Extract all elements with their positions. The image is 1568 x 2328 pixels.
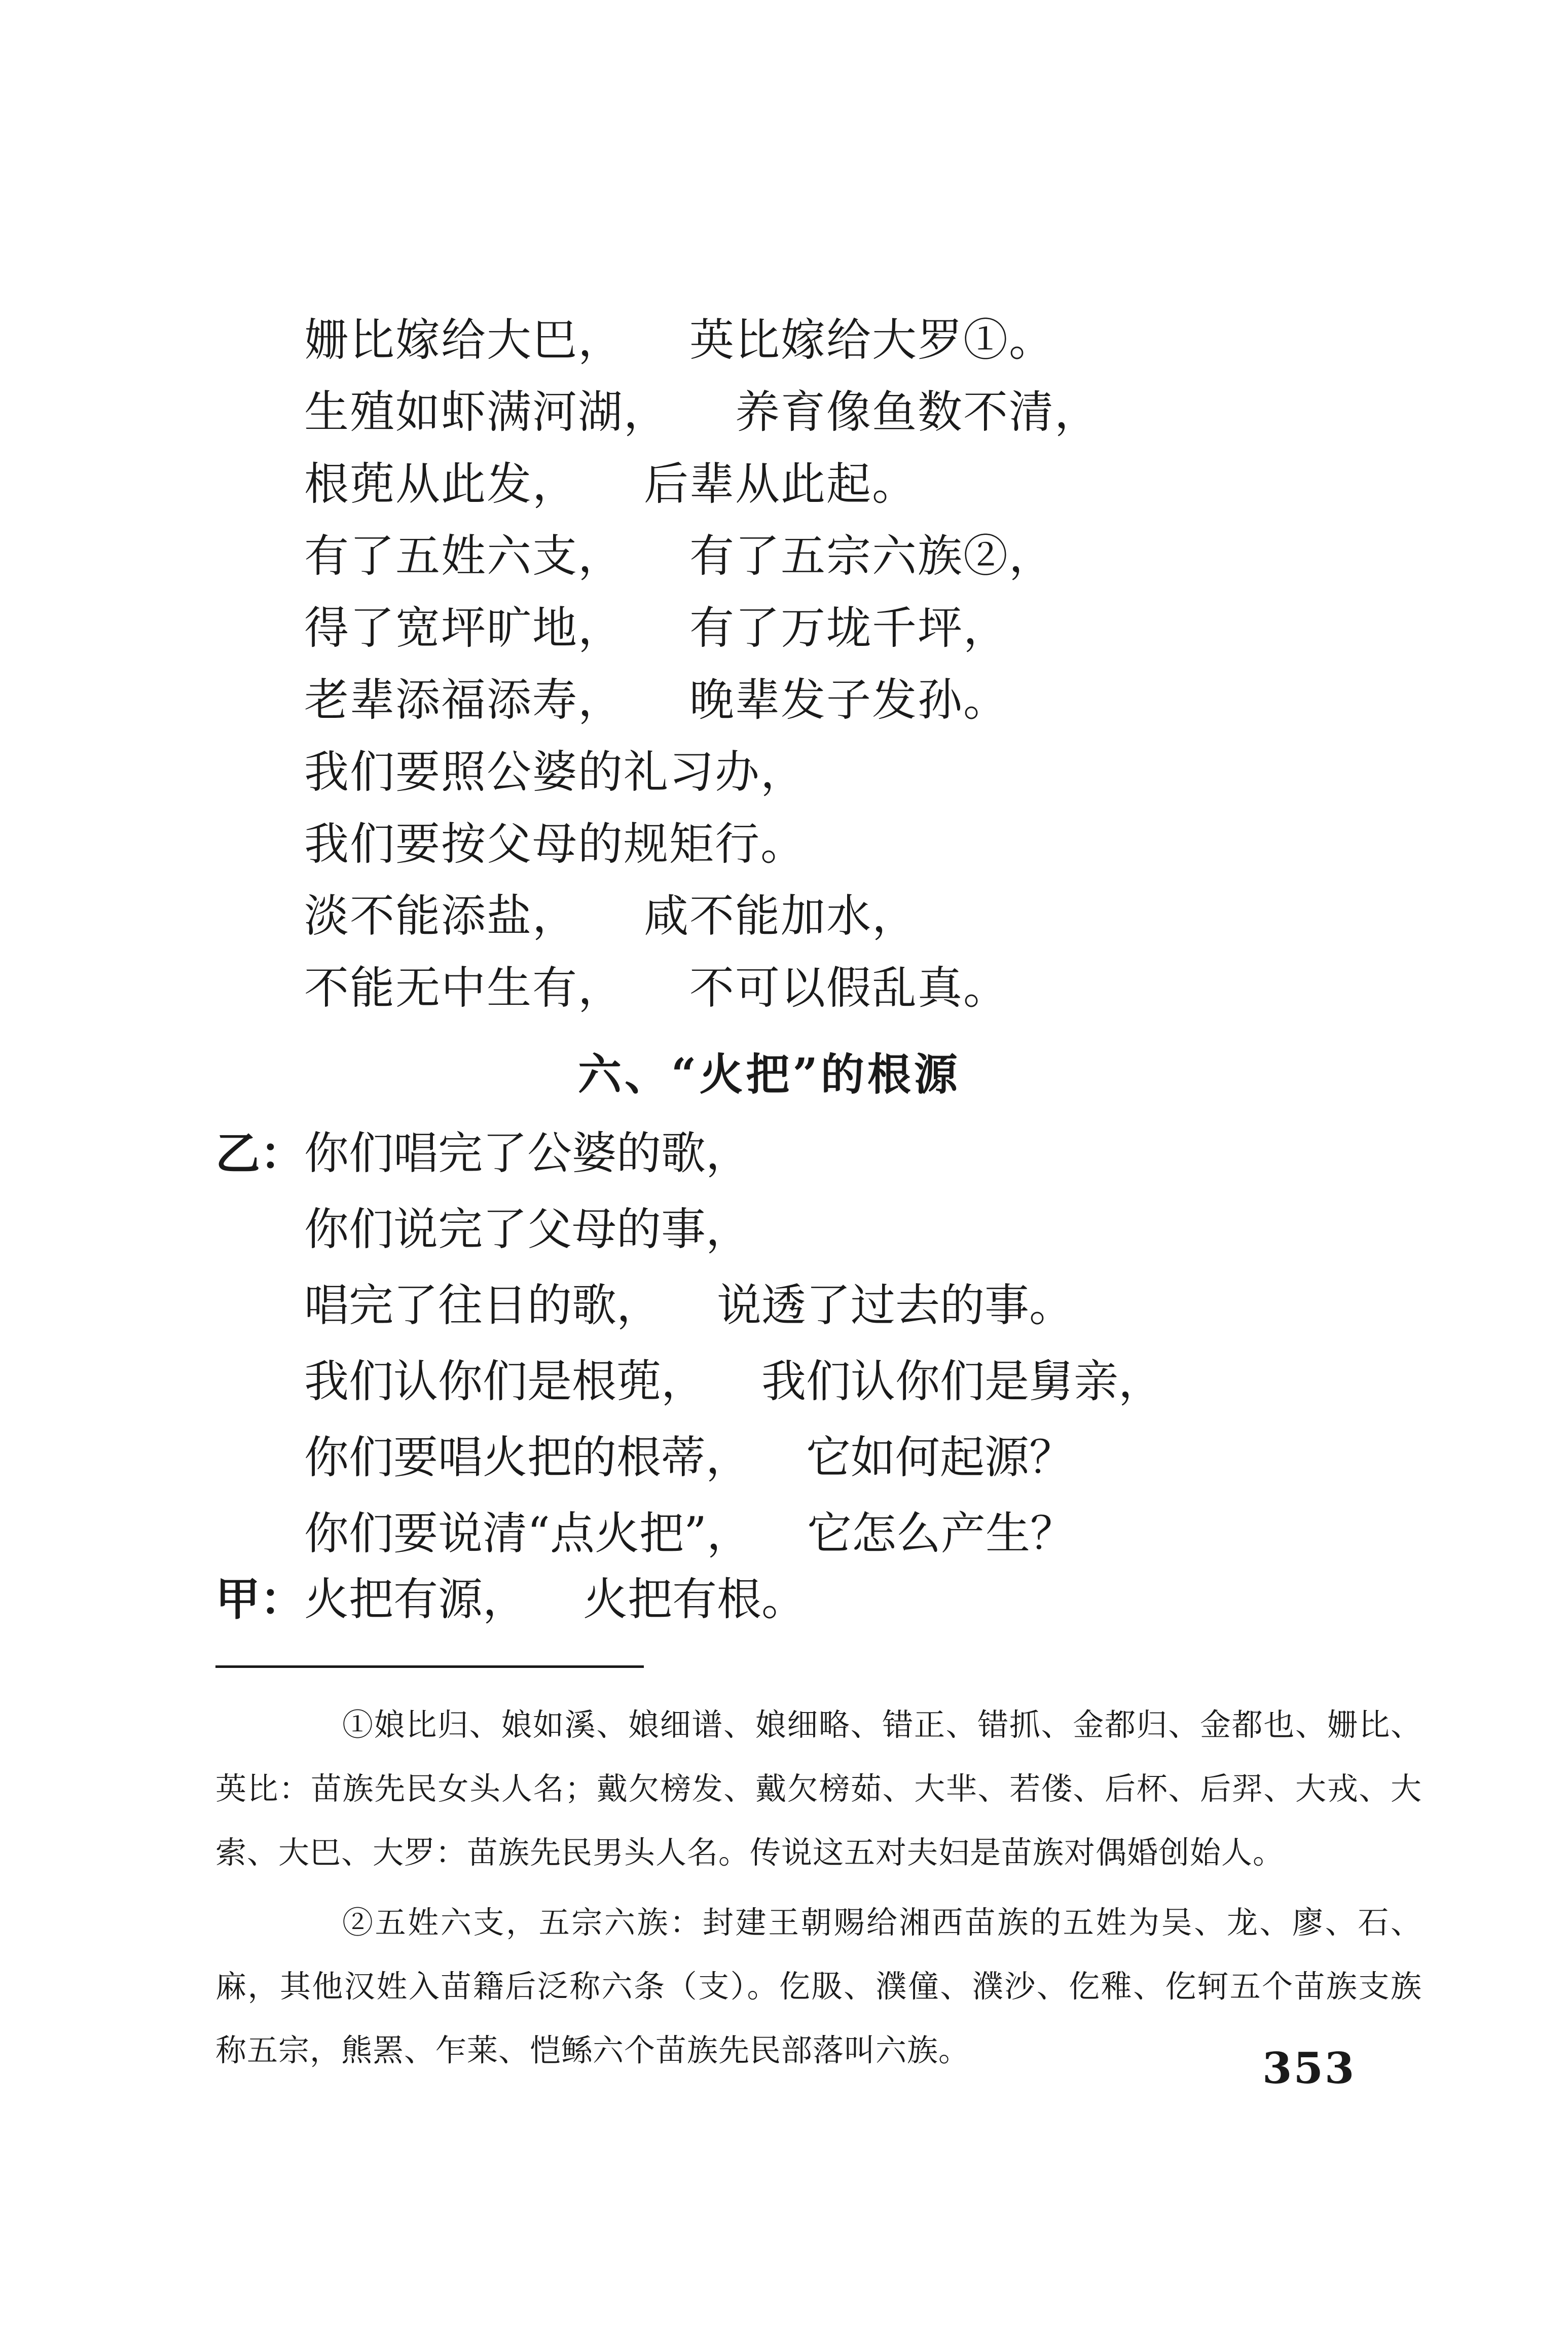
verse-line <box>304 520 1100 592</box>
footnote: ②五姓六支，五宗六族：封建王朝赐给湘西苗族的五姓为吴、龙、廖、石、麻，其他汉姓入苗籍后泛称六条（支）。仡䏜、濮僮、濮沙、仡䧽、仡轲五个苗族支族称五宗，熊罴、乍莱、恺鲧六个苗族先民部落叫六族。 <box>215 1905 1422 2068</box>
dialogue-half: 说透了过去的事。 <box>717 1279 1074 1331</box>
dialogue-half: 你们要说清“点火把”， <box>304 1507 751 1559</box>
dialogue-half: 我们认你们是舅亲， <box>761 1355 1163 1407</box>
dialogue-half: 它怎么产生？ <box>807 1507 1075 1559</box>
verse-line <box>304 448 1100 520</box>
footnotes <box>215 1693 1422 2089</box>
verse-half: 我们要按父母的规矩行。 <box>304 818 807 870</box>
verse-half: 生殖如虾满河湖， <box>304 386 670 438</box>
dialogue-half: 唱完了往日的歌， <box>304 1279 662 1331</box>
verse-half: 不可以假乱真。 <box>689 962 1009 1014</box>
verse-line <box>304 736 1100 808</box>
verse-half: 不能无中生有， <box>304 962 624 1014</box>
verse-line <box>304 376 1100 448</box>
footnote: ①娘比归、娘如溪、娘细谱、娘细略、错正、错抓、金都归、金都也、姗比、英比：苗族先民女头人名；戴欠榜发、戴欠榜茹、大芈、若偻、后杯、后羿、大戎、大索、大巴、大罗：苗族先民男头人名。传说这五对夫妇是苗族对偶婚创始人。 <box>215 1707 1422 1871</box>
dialogue-line <box>215 1343 1163 1420</box>
verse-half: 淡不能添盐， <box>304 890 578 942</box>
verse-half: 有了五宗六族②， <box>689 530 1055 582</box>
footnote-divider <box>215 1665 644 1668</box>
verse-line <box>304 664 1100 736</box>
verse-half: 老辈添福添寿， <box>304 674 624 726</box>
speaker-label: 甲： <box>215 1573 305 1625</box>
dialogue-half: 你们要唱火把的根蒂， <box>304 1431 751 1483</box>
dialogue-half: 火把有源， <box>304 1573 528 1625</box>
dialogue-half: 你们唱完了公婆的歌， <box>304 1127 751 1179</box>
dialogue-half: 你们说完了父母的事， <box>304 1203 751 1255</box>
verse-half: 晚辈发子发孙。 <box>689 674 1009 726</box>
dialogue-line <box>215 1191 1163 1267</box>
verse-half: 根蔸从此发， <box>304 458 578 510</box>
verse-half: 后辈从此起。 <box>644 458 918 510</box>
verse-line <box>304 952 1100 1024</box>
dialogue-line <box>215 1496 1163 1572</box>
verse-half: 有了五姓六支， <box>304 530 624 582</box>
dialogue-yi <box>215 1115 1163 1572</box>
dialogue-half: 我们认你们是根蔸， <box>304 1355 706 1407</box>
page-number: 353 <box>1262 2043 1356 2093</box>
verse-half: 英比嫁给大罗①。 <box>689 314 1055 366</box>
verse-half: 咸不能加水， <box>644 890 918 942</box>
section-heading: 六、“火把”的根源 <box>578 1049 961 1100</box>
dialogue-jia <box>215 1564 806 1628</box>
dialogue-line <box>215 1115 1163 1191</box>
verse-line <box>304 808 1100 880</box>
verse-block <box>304 304 1100 1024</box>
dialogue-half: 它如何起源？ <box>806 1431 1074 1483</box>
verse-line <box>304 880 1100 952</box>
dialogue-line <box>215 1420 1163 1496</box>
verse-half: 我们要照公婆的礼习办， <box>304 746 807 798</box>
dialogue-line <box>215 1267 1163 1343</box>
verse-line <box>304 304 1100 376</box>
verse-half: 得了宽坪旷地， <box>304 602 624 654</box>
verse-half: 养育像鱼数不清， <box>735 386 1101 438</box>
speaker-label: 乙： <box>215 1127 305 1180</box>
verse-half: 姗比嫁给大巴， <box>304 314 624 366</box>
dialogue-half: 火把有根。 <box>583 1573 807 1625</box>
verse-half: 有了万垅千坪， <box>689 602 1009 654</box>
verse-line <box>304 592 1100 664</box>
